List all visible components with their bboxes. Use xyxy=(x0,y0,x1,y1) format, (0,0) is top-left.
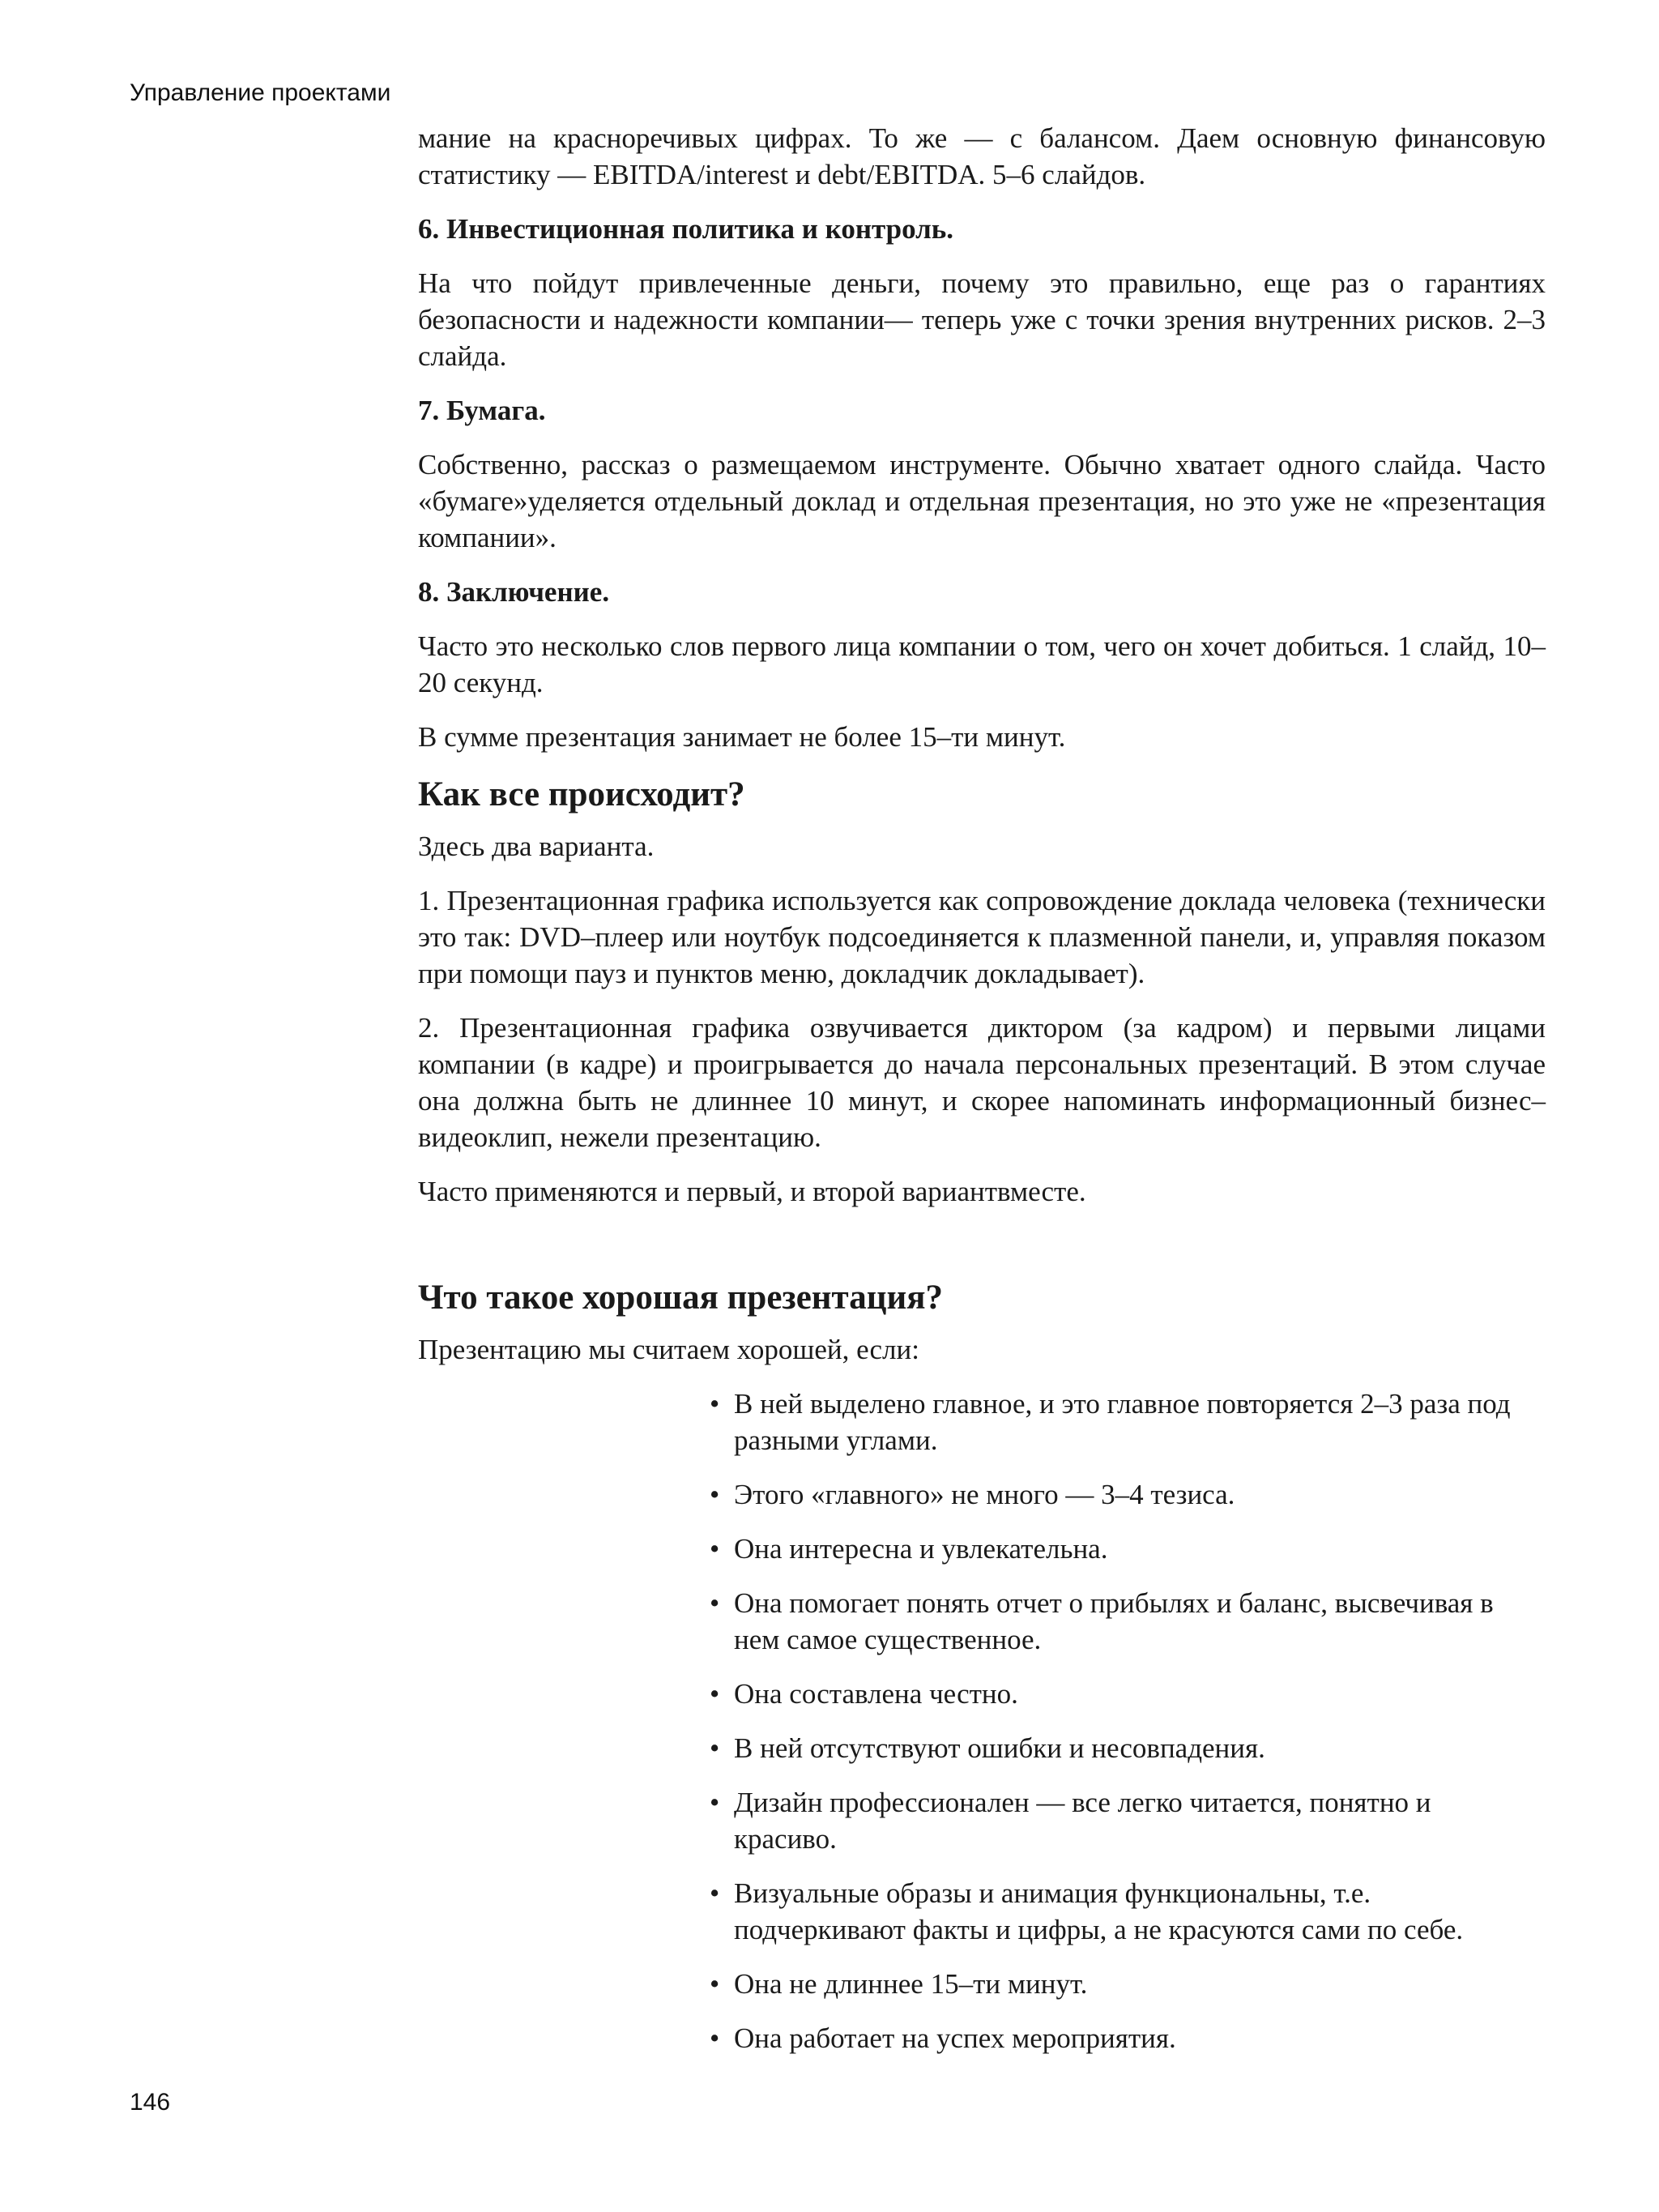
list-item-text: Она интересна и увлекательна. xyxy=(734,1533,1108,1565)
summary-text: В сумме презентация занимает не более 15–ти минут. xyxy=(418,721,1066,753)
list-item xyxy=(710,1784,1520,1857)
list-item-text: В ней отсутствуют ошибки и несовпадения. xyxy=(734,1732,1265,1764)
item-8-text: Часто это несколько слов первого лица компании о том, чего он хочет добиться. 1 слайд, 10–20 секунд. xyxy=(418,630,1546,698)
paragraph-intro: мание на красноречивых цифрах. То же — с балансом. Даем основную финансовую статистику — EBITDA/interest и debt/EBITDA. 5–6 слайдов. xyxy=(418,122,1546,190)
list-item-text: Визуальные образы и анимация функциональны, т.е. подчеркивают факты и цифры, а не красуются сами по себе. xyxy=(734,1877,1464,1945)
bullet-icon: • xyxy=(710,2022,720,2054)
list-item xyxy=(710,1875,1520,1948)
criteria-list xyxy=(710,1386,1520,2056)
section-heading-how: Как все происходит? xyxy=(418,775,745,813)
section-spacer xyxy=(418,1228,1546,1276)
bullet-icon: • xyxy=(710,1968,720,2000)
page-body xyxy=(418,120,1546,2074)
list-item xyxy=(710,1386,1520,1458)
list-item-text: Дизайн профессионален — все легко читается, понятно и красиво. xyxy=(734,1787,1431,1855)
list-item xyxy=(710,1730,1520,1766)
item-7-heading: 7. Бумага. xyxy=(418,395,546,426)
bullet-icon: • xyxy=(710,1533,720,1565)
running-header: Управление проектами xyxy=(130,79,391,106)
bullet-icon: • xyxy=(710,1479,720,1510)
bullet-icon: • xyxy=(710,1587,720,1619)
list-item xyxy=(710,1476,1520,1513)
list-item xyxy=(710,1585,1520,1658)
list-item xyxy=(710,1676,1520,1712)
variants-note: Часто применяются и первый, и второй вариантвместе. xyxy=(418,1176,1086,1207)
bullet-icon: • xyxy=(710,1787,720,1818)
list-item xyxy=(710,1531,1520,1567)
variant-2-text: 2. Презентационная графика озвучивается диктором (за кадром) и первыми лицами компании (в кадре) и проигрывается до начала персональных презентаций. В этом случае она должна быть не длиннее 10 минут, и скорее напоминать информационный бизнес–видеоклип, нежели презентацию. xyxy=(418,1012,1546,1153)
bullet-icon: • xyxy=(710,1678,720,1710)
item-6-text: На что пойдут привлеченные деньги, почему это правильно, еще раз о гарантиях безопасности и надежности компании— теперь уже с точки зрения внутренних рисков. 2–3 слайда. xyxy=(418,267,1546,372)
item-7-text: Собственно, рассказ о размещаемом инструменте. Обычно хватает одного слайда. Часто «бумаге»уделяется отдельный доклад и отдельная презентация, но это уже не «презентация компании». xyxy=(418,449,1546,553)
bullet-icon: • xyxy=(710,1388,720,1420)
item-8-heading: 8. Заключение. xyxy=(418,576,610,608)
list-item-text: Она работает на успех мероприятия. xyxy=(734,2022,1176,2054)
list-item xyxy=(710,1966,1520,2002)
list-item xyxy=(710,2020,1520,2056)
section-good-intro: Презентацию мы считаем хорошей, если: xyxy=(418,1334,919,1365)
section-heading-good-presentation: Что такое хорошая презентация? xyxy=(418,1279,944,1317)
list-item-text: В ней выделено главное, и это главное повторяется 2–3 раза под разными углами. xyxy=(734,1388,1511,1456)
page-number: 146 xyxy=(130,2089,171,2116)
section-how-intro: Здесь два варианта. xyxy=(418,831,655,862)
bullet-icon: • xyxy=(710,1732,720,1764)
bullet-icon: • xyxy=(710,1877,720,1909)
list-item-text: Она составлена честно. xyxy=(734,1678,1018,1710)
item-6-heading: 6. Инвестиционная политика и контроль. xyxy=(418,213,954,245)
list-item-text: Она не длиннее 15–ти минут. xyxy=(734,1968,1088,2000)
variant-1-text: 1. Презентационная графика используется как сопровождение доклада человека (технически это так: DVD–плеер или ноутбук подсоединяется к плазменной панели, и, управляя показом при помощи пауз и пунктов меню, докладчик докладывает). xyxy=(418,885,1546,989)
list-item-text: Она помогает понять отчет о прибылях и баланс, высвечивая в нем самое существенное. xyxy=(734,1587,1494,1655)
list-item-text: Этого «главного» не много — 3–4 тезиса. xyxy=(734,1479,1235,1510)
